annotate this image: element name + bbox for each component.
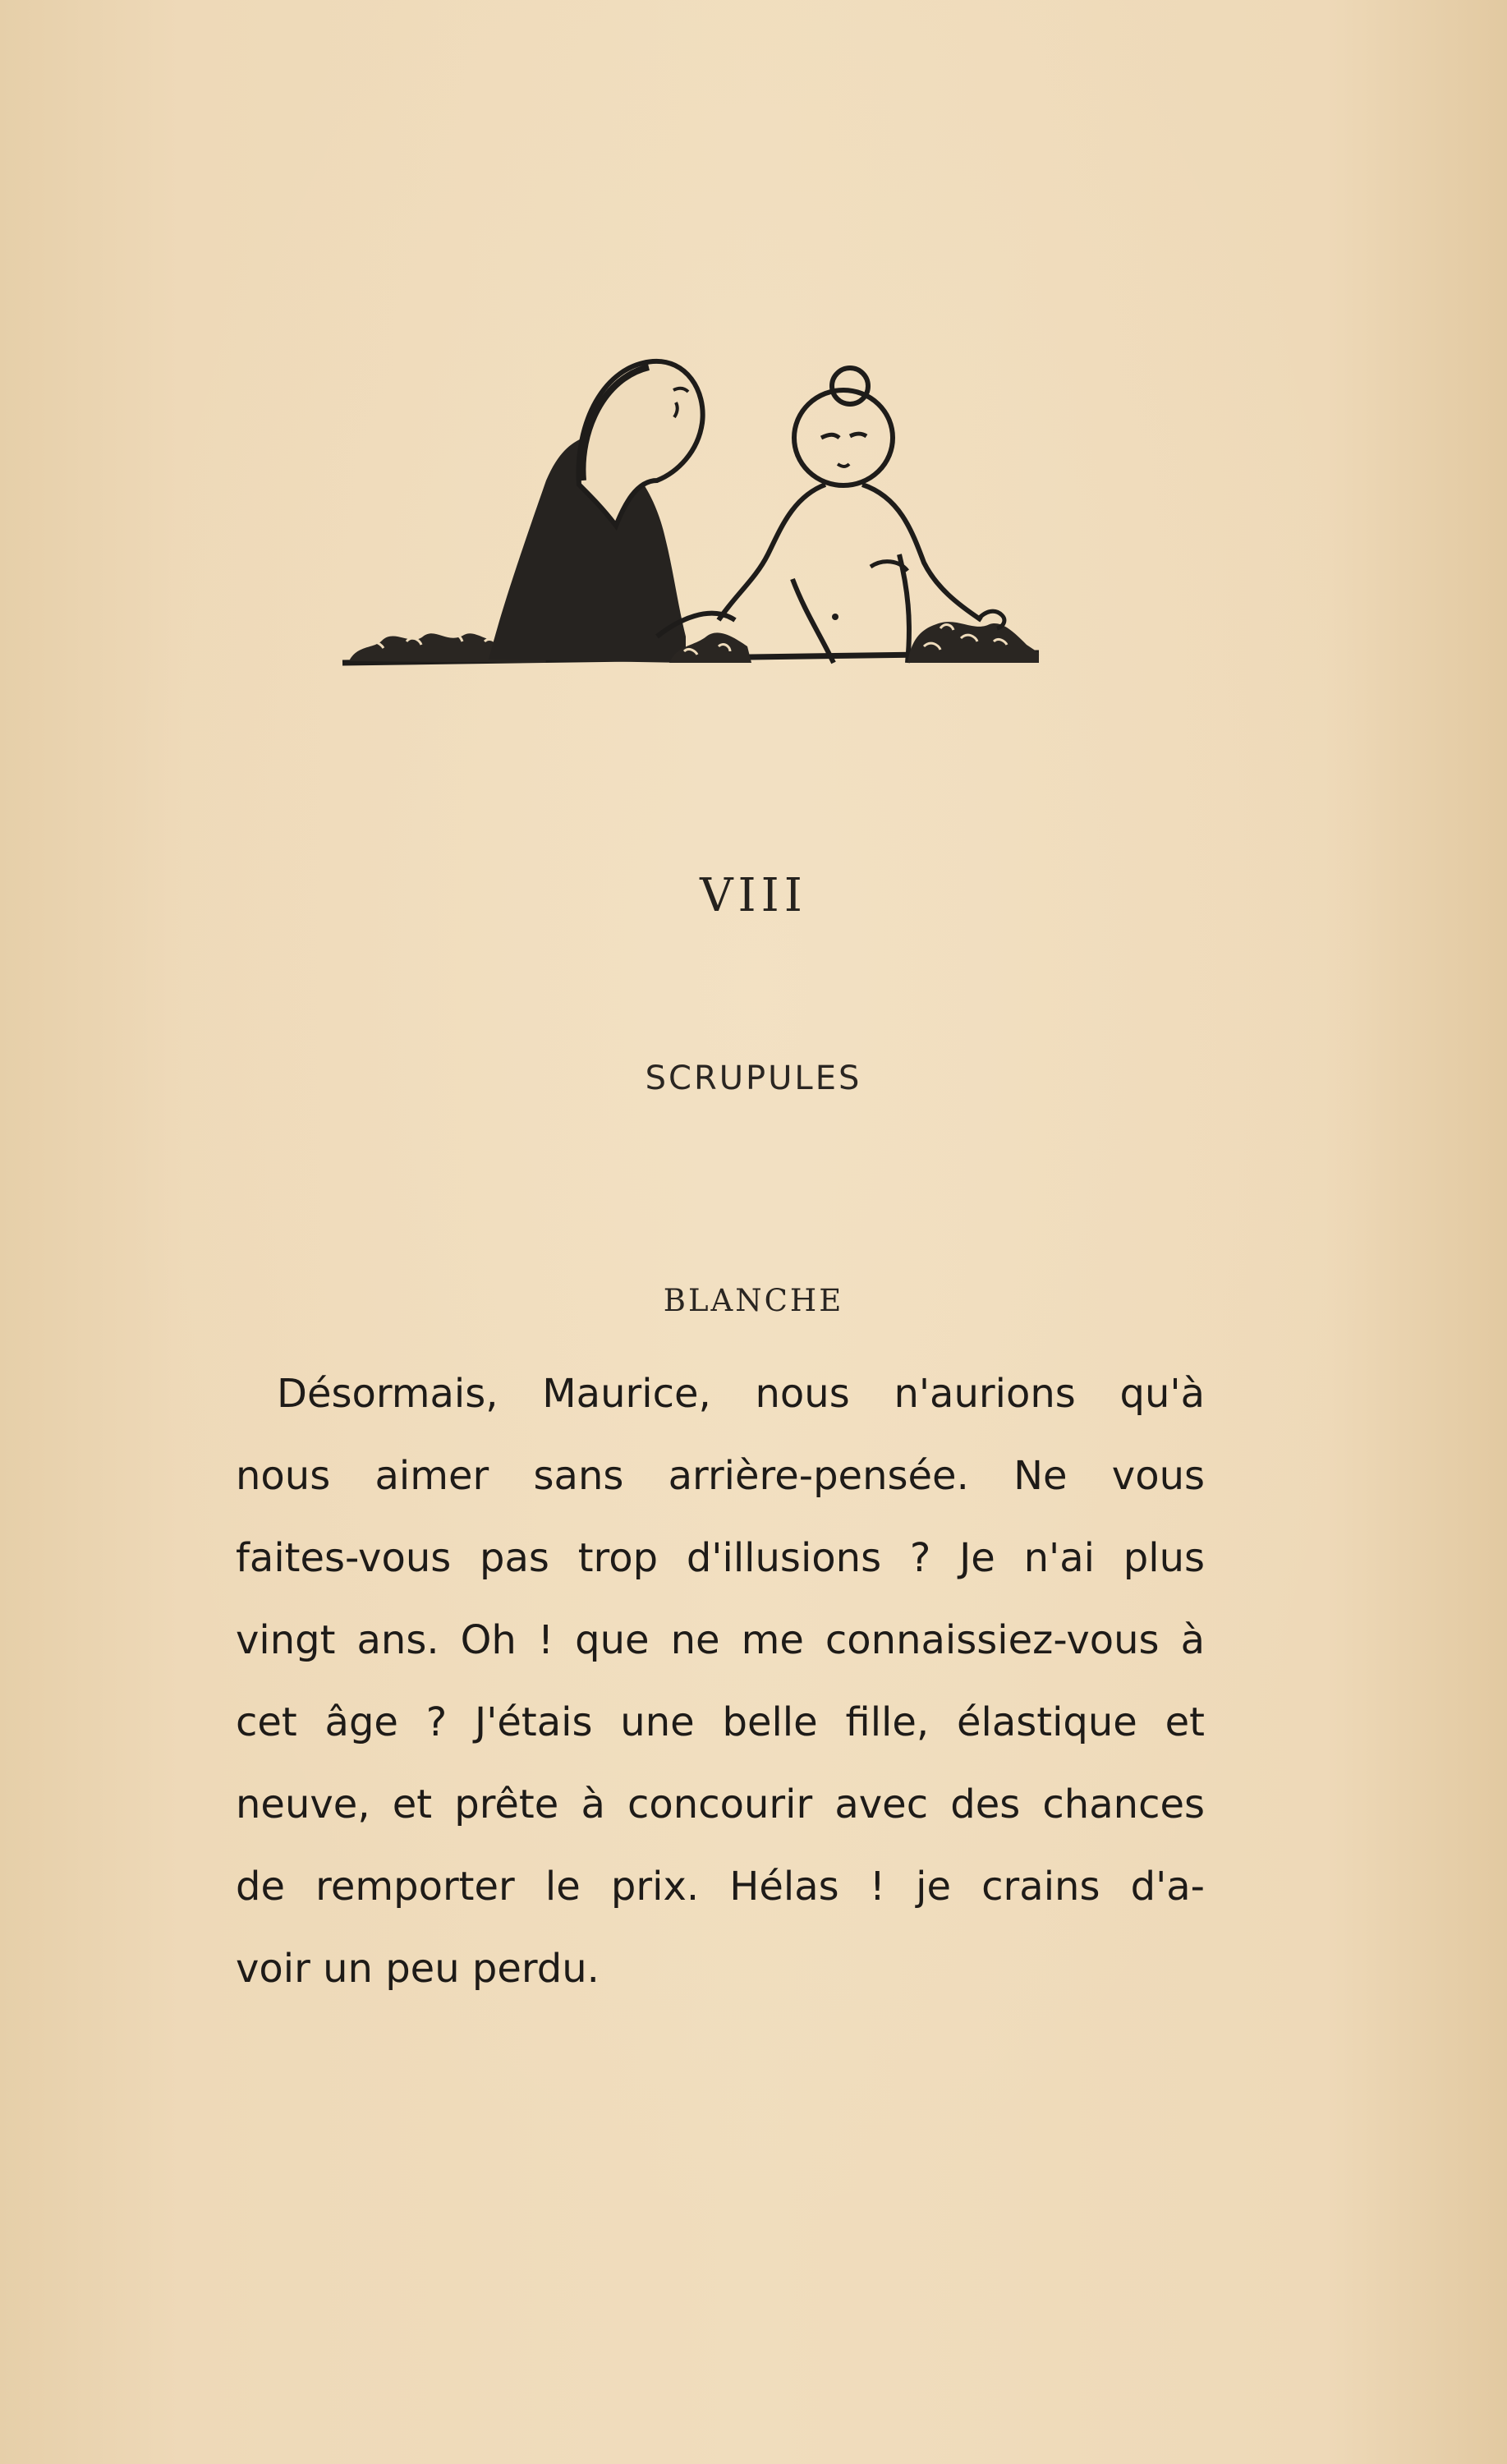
text-line: de remporter le prix. Hélas ! je crains d'a- [236,1864,1205,1910]
text-line: vingt ans. Oh ! que ne me connaissiez-vous à [236,1617,1205,1663]
vignette-illustration [333,341,1055,686]
text-line: nous aimer sans arrière-pensée. Ne vous [236,1453,1205,1499]
chapter-title: SCRUPULES [645,1060,862,1097]
text-line: cet âge ? J'étais une belle fille, élastique et [236,1699,1205,1745]
text-line: faites-vous pas trop d'illusions ? Je n'ai plus [236,1535,1205,1581]
body-text [236,1353,1205,2010]
text-line: Désormais, Maurice, nous n'aurions qu'à [277,1371,1205,1417]
chapter-number: VIII [700,869,807,922]
speaker-name: BLANCHE [663,1283,844,1318]
text-line: voir un peu perdu. [236,1946,600,1992]
text-line: neuve, et prête à concourir avec des chances [236,1781,1205,1827]
